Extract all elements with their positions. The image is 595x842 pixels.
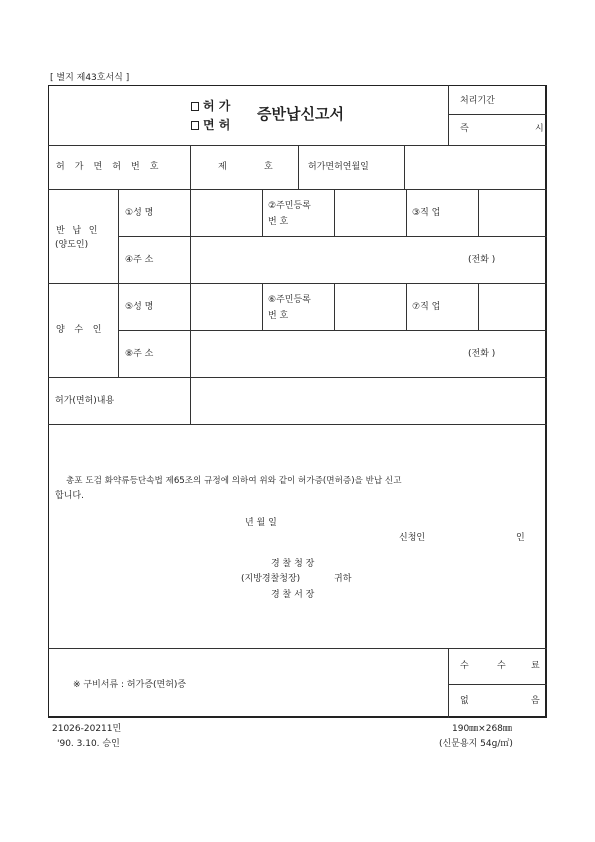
returner-address-label: ④주 소 [125, 255, 154, 265]
section-divider [48, 648, 547, 649]
col-divider [190, 189, 191, 283]
fee-label-end: 료 [531, 661, 540, 671]
transferee-name-label: ⑤성 명 [125, 302, 154, 312]
col-divider [334, 283, 335, 330]
fee-label: 수 [460, 661, 469, 671]
col-divider [262, 189, 263, 236]
transferee-name-field[interactable] [192, 285, 260, 328]
recipient-honorific: 귀하 [334, 574, 352, 584]
license-date-label: 허가면허연월일 [308, 162, 369, 172]
fee-value-end: 음 [531, 696, 540, 706]
license-number-label: 허 가 면 허 번 호 [56, 162, 163, 172]
required-documents-note: ※ 구비서류 : 허가증(면허)증 [73, 680, 187, 690]
transferee-job-field[interactable] [480, 285, 545, 328]
returner-section-sublabel: (양도인) [55, 240, 89, 250]
header-processing-divider [448, 85, 449, 145]
declaration-text-end: 합니다. [55, 491, 84, 501]
processing-period-value: 즉 [460, 124, 469, 134]
returner-id-field[interactable] [336, 191, 404, 234]
returner-job-field[interactable] [480, 191, 545, 234]
transferee-phone-label: (전화 ) [468, 349, 496, 359]
returner-address-field[interactable] [192, 238, 462, 281]
approval-date: '90. 3.10. 승인 [57, 739, 120, 749]
returner-section-label: 반 납 인 [56, 226, 100, 236]
paper-type: (신문용지 54g/㎡) [439, 739, 513, 749]
form-code: 21026-20211민 [52, 724, 122, 734]
transferee-id-label: ⑥주민등록 [268, 295, 311, 305]
recipient-police-commissioner: 경 찰 청 장 [271, 559, 315, 569]
col-divider [478, 283, 479, 330]
form-number-label: [ 별지 제43호서식 ] [50, 73, 130, 83]
col-divider [406, 283, 407, 330]
col-divider [334, 189, 335, 236]
returner-id-label: ②주민등록 [268, 201, 311, 211]
col-divider [118, 283, 119, 377]
license-number-prefix: 제 [218, 162, 227, 172]
col-divider [448, 648, 449, 718]
row-divider [448, 684, 547, 685]
applicant-label: 신청인 [399, 533, 426, 543]
col-divider [478, 189, 479, 236]
permit-checkbox[interactable] [191, 102, 199, 111]
col-divider [190, 283, 191, 377]
license-number-suffix: 호 [264, 162, 273, 172]
license-option-label: 면 허 [203, 118, 231, 132]
transferee-job-label: ⑦직 업 [412, 302, 441, 312]
transferee-id-field[interactable] [336, 285, 404, 328]
recipient-regional-police: (지방경찰청장) [241, 574, 301, 584]
row-divider [48, 424, 547, 425]
fee-label-mid: 수 [497, 661, 506, 671]
permit-option-label: 허 가 [203, 99, 231, 113]
col-divider [190, 145, 191, 189]
permit-content-label: 허가(면허)내용 [55, 396, 115, 406]
row-divider [118, 330, 547, 331]
col-divider [190, 377, 191, 424]
seal-mark: 인 [516, 533, 525, 543]
paper-size: 190㎜×268㎜ [452, 724, 512, 734]
processing-divider [448, 114, 547, 115]
returner-phone-label: (전화 ) [468, 255, 496, 265]
col-divider [298, 145, 299, 189]
col-divider [118, 189, 119, 283]
col-divider [262, 283, 263, 330]
transferee-address-label: ⑧주 소 [125, 349, 154, 359]
section-divider [48, 283, 547, 284]
returner-id-label-2: 번 호 [268, 217, 289, 227]
processing-period-value-end: 시 [535, 124, 544, 134]
declaration-text: 총포 도검 화약류등단속법 제65조의 규정에 의하여 위와 같이 허가증(면허증)을 반납 신고 [66, 476, 402, 486]
recipient-police-chief: 경 찰 서 장 [271, 590, 315, 600]
returner-name-label: ①성 명 [125, 208, 154, 218]
col-divider [406, 189, 407, 236]
returner-job-label: ③직 업 [412, 208, 441, 218]
row-divider [48, 189, 547, 190]
license-checkbox[interactable] [191, 121, 199, 130]
transferee-id-label-2: 번 호 [268, 311, 289, 321]
transferee-address-field[interactable] [192, 332, 462, 375]
row-divider [118, 236, 547, 237]
permit-content-field[interactable] [192, 379, 545, 422]
license-date-field[interactable] [406, 147, 545, 187]
processing-period-label: 처리기간 [460, 96, 495, 106]
form-title: 증반납신고서 [257, 105, 344, 123]
section-divider [48, 377, 547, 378]
col-divider [404, 145, 405, 189]
returner-name-field[interactable] [192, 191, 260, 234]
transferee-section-label: 양 수 인 [56, 325, 105, 335]
fee-value: 없 [460, 696, 469, 706]
date-line: 년 월 일 [245, 518, 277, 528]
